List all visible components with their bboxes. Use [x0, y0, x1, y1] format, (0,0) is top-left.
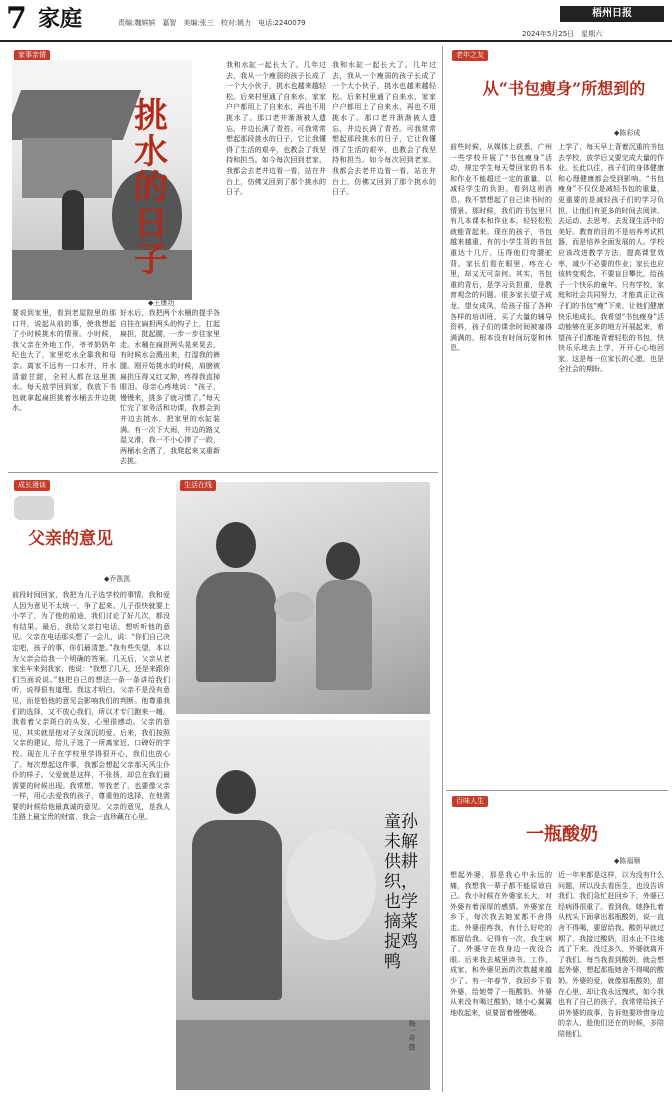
- section-divider: [8, 472, 438, 473]
- article-title-tiaoshui: 挑水的日子: [134, 96, 168, 280]
- byline-fuqin: ◆乔凯凯: [104, 575, 131, 583]
- section-tag-life-flavors: 百味人生: [452, 796, 488, 807]
- section-title: 家庭: [38, 6, 83, 32]
- editor-credits: 责编:魏嫔嫔 嘉智 美编:张三 校对:姚力 电话:2240079: [118, 19, 306, 27]
- article-title-shubao: 从“书包瘦身”所想到的: [482, 79, 646, 98]
- byline-shubao: ◆陈彩成: [614, 129, 641, 137]
- section-tag-growth: 成长漫谈: [14, 480, 50, 491]
- article-body-tiaoshui-col3: 我和水缸一起长大了。几年过去，我从一个瘦弱的孩子长成了一个大小伙子，挑水也越来越轻松。后来村里通了自来水，家家户户都用上了自来水，再也不用挑水了。那口老井渐渐被人遗忘，井边长满了青苔。可我常常想起那段挑水的日子，它让我懂得了生活的艰辛，也教会了我坚持和担当。如今每次回到老家，我都会去老井边看一看，站在井台上，仿佛又回到了那个挑水的日子。: [226, 61, 326, 197]
- header-rule: [0, 40, 672, 42]
- byline-tiaoshui: ◆王康功: [148, 299, 175, 307]
- section-tag-elder: 老年之友: [452, 50, 488, 61]
- page-number: 7: [6, 1, 27, 36]
- newspaper-masthead: 梧州日报: [560, 6, 664, 22]
- decor-illustration: [14, 496, 54, 520]
- article-body-fuqin: 前段时间回家，我把为儿子选学校的事情，我和爱人因为意见不太统一，争了起来。儿子很快就要上小学了，为了他的前途，我们讨论了好几次，都没有结果。最后，我给父亲打电话，想听听他的意见。父亲在电话那头想了一会儿，说：“你们自己决定吧，孩子的事，你们最清楚。”我有些失望，本以为父亲会给我一个明确的答案。几天后，父亲从老家坐车来到我家，他说：“我想了几天，还是来跟你们当面说说。”他把自己的想法一条一条讲给我们听，说得很有道理。我这才明白，父亲不是没有意见，而是怕他的意见会影响我们的判断。他尊重我们的选择，又不放心我们，所以才专门跑来一趟。我看着父亲斑白的头发，心里很感动。父亲的意见，其实就是他对子女深沉的爱。后来，我们按照父亲的建议，给儿子选了一所离家近、口碑好的学校。现在儿子在学校里学得很开心，我们也放心了。每次想起这件事，我都会想起父亲那天风尘仆仆的样子。父爱就是这样，不张扬，却总在我们最需要的时候出现。我常想，等我老了，也要像父亲一样，用心去爱我的孩子，尊重他的选择，在他需要的时候给他最真诚的意见。父亲的意见，是我人生路上最宝贵的财富，我会一直珍藏在心里。: [12, 591, 170, 822]
- dateline: 2024年5月25日 星期六: [522, 30, 603, 38]
- byline-suannai: ◆陈福顺: [614, 857, 641, 865]
- article-body-shubao-col2: 上学了，每天早上背着沉重的书包去学校，放学后又要完成大量的作业。长此以往，孩子们的身体健康和心理健康都会受到影响。“书包瘦身”不仅仅是减轻书包的重量，更重要的是减轻孩子们的学习负担，让他们有更多的时间去阅读、去运动、去思考、去发现生活中的美好。教育的目的不是培养考试机器，而是培养全面发展的人。学校应该改进教学方法，提高课堂效率，减少不必要的作业；家长也应该转变观念，不要盲目攀比，给孩子一个快乐的童年。只有学校、家庭和社会共同努力，才能真正让孩子们的书包“瘦”下来，让他们健康快乐地成长。我希望“书包瘦身”活动能够在更多的地方开展起来，希望孩子们都能背着轻松的书包，快快乐乐地去上学，开开心心地回家。这是每一位家长的心愿，也是全社会的期盼。: [558, 143, 664, 374]
- photo-mother-daughter: [176, 482, 430, 714]
- article-body-tiaoshui-col2: 好水后，我把两个水桶的提手各自挂在扁担两头的钩子上，扛起扁担，挺起腰，一步一步往家里走。水桶在扁担两头晃来晃去，有时候水会溅出来，打湿我的裤腿。刚开始挑水的时候，肩膀被扁担压得又红又肿，疼得我直掉眼泪。母亲心疼地说：“孩子，慢慢来，挑多了就习惯了。”每天忙完了家务活和功课，我都会到井边去挑水，把家里的水缸装满。有一次下大雨，井边的路又湿又滑，我一不小心摔了一跤，两桶水全洒了，我爬起来又重新去挑。: [120, 309, 220, 466]
- article-body-suannai-col1: 想起外婆，那是我心中永远的痛，我想我一辈子都不能原谅自己。我小时候在外婆家长大，对外婆有着深厚的感情。外婆家在乡下，每次我去她家都不舍得走。外婆很疼我，有什么好吃的都留给我。记得有一次，我生病了，外婆守在我身边一夜没合眼。后来我去城里读书、工作、成家，和外婆见面的次数越来越少了。有一年春节，我回乡下看外婆，给她带了一瓶酸奶。外婆从来没有喝过酸奶，她小心翼翼地收起来，说要留着慢慢喝。: [450, 871, 552, 1017]
- column-divider: [442, 46, 443, 1092]
- photo-credit: 梅一奇 摄: [408, 1020, 416, 1051]
- article-body-suannai-col2: 近一年来都是这样，以为没有什么问题，所以没去看医生，也没告诉我们。我们急忙赶回乡下，外婆已经病得很重了。看到我，她挣扎着从枕头下面拿出那瓶酸奶，说一直舍不得喝，要留给我。酸奶早就过期了，我接过酸奶，泪水止不住地流了下来。没过多久，外婆就离开了我们。每当我看到酸奶，就会想起外婆，想起那瓶她舍不得喝的酸奶。外婆的爱，就像那瓶酸奶，甜在心里，却让我永远愧疚。如今我也有了自己的孩子，我常常给孩子讲外婆的故事，告诉他要珍惜身边的亲人，趁他们还在的时候，多陪陪他们。: [558, 871, 664, 1038]
- page-header: [0, 0, 672, 38]
- section-tag-family: 家事亲情: [14, 50, 50, 61]
- article-title-fuqin: 父亲的意见: [28, 529, 113, 549]
- article-body-tiaoshui-col1: 要说到家里，看到老屋院里的那口井，说起从前的事，使我想起了小时候挑水的情景。小时候，我父亲在外地工作，爷爷奶奶年纪也大了，家里吃水全靠我和母亲。离家不远有一口水井，井水清澈甘甜，全村人都在这里挑水。每天放学回到家，我放下书包就拿起扁担挑着水桶去井边挑水。: [12, 309, 116, 413]
- photo-caption-title: 童孙未解供耕织，也学摘菜捉鸡鸭: [384, 812, 418, 972]
- article-body-tiaoshui-col4: 我和水缸一起长大了。几年过去，我从一个瘦弱的孩子长成了一个大小伙子，挑水也越来越轻松。后来村里通了自来水，家家户户都用上了自来水，再也不用挑水了。那口老井渐渐被人遗忘，井边长满了青苔。可我常常想起那段挑水的日子，它让我懂得了生活的艰辛，也教会了我坚持和担当。如今每次回到老家，我都会去老井边看一看，站在井台上，仿佛又回到了那个挑水的日子。: [332, 61, 436, 197]
- article-title-suannai: 一瓶酸奶: [526, 824, 598, 845]
- article-body-shubao-col1: 前些时候，从媒体上获悉，广州一些学校开展了“书包瘦身”活动，规定学生每天带回家的书本和作业不能超过一定的重量，以减轻学生的负担。看到这则消息，我不禁想起了自己读书时的情景。那时候，我们的书包里只有几本课本和作业本，轻轻松松就能背起来。现在的孩子，书包越来越重，有的小学生背的书包重达十几斤，压得他们弯腰驼背。家长们看在眼里，疼在心里，却又无可奈何。其实，书包重的背后，是学习负担重，是教育观念的问题。很多家长望子成龙、望女成凤，给孩子报了各种各样的培训班，买了大量的辅导资料，孩子们的课余时间被塞得满满的，根本没有时间玩耍和休息。: [450, 143, 552, 353]
- section-divider-right: [446, 790, 668, 791]
- section-tag-life: 生活在线: [180, 480, 216, 491]
